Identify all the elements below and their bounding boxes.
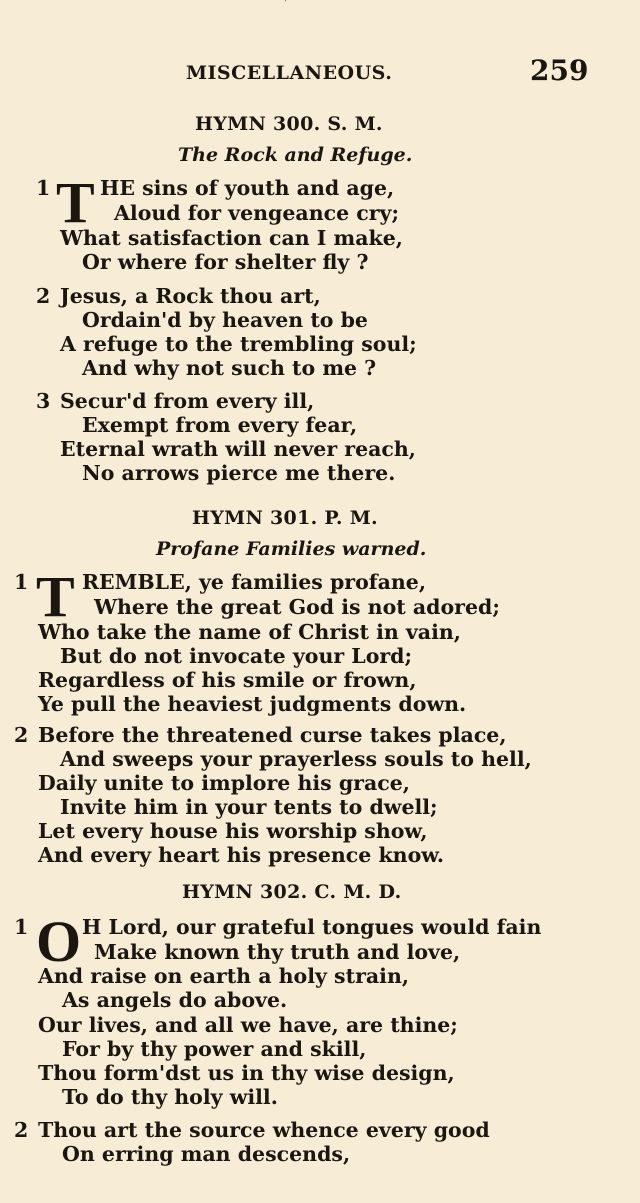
hymn-title: HYMN 300. S. M. bbox=[195, 113, 383, 135]
verse-line: And raise on earth a holy strain, bbox=[38, 964, 409, 988]
verse-line: And why not such to me ? bbox=[82, 356, 377, 380]
verse-number: 3 bbox=[36, 389, 51, 413]
verse-line: Thou art the source whence every good bbox=[38, 1118, 490, 1142]
verse-line: Or where for shelter fly ? bbox=[82, 250, 369, 274]
verse-number: 1 bbox=[36, 176, 51, 200]
top-mark: ' bbox=[284, 0, 287, 9]
verse-line: Invite him in your tents to dwell; bbox=[60, 795, 438, 819]
hymn-title: HYMN 301. P. M. bbox=[192, 507, 378, 529]
verse-number: 2 bbox=[14, 1118, 29, 1142]
verse-number: 2 bbox=[36, 284, 51, 308]
hymn-subtitle: The Rock and Refuge. bbox=[178, 144, 413, 166]
verse-line: Eternal wrath will never reach, bbox=[60, 437, 416, 461]
verse-line: Ordain'd by heaven to be bbox=[82, 308, 368, 332]
verse-line: And sweeps your prayerless souls to hell, bbox=[60, 747, 532, 771]
verse-line: And every heart his presence know. bbox=[38, 843, 444, 867]
verse-line: What satisfaction can I make, bbox=[60, 226, 403, 250]
verse-line: Jesus, a Rock thou art, bbox=[60, 284, 321, 308]
running-header: MISCELLANEOUS. bbox=[186, 62, 393, 84]
verse-line: No arrows pierce me there. bbox=[82, 461, 396, 485]
verse-line: Where the great God is not adored; bbox=[94, 595, 500, 619]
verse-line: Thou form'dst us in thy wise design, bbox=[38, 1061, 455, 1085]
verse-line: Daily unite to implore his grace, bbox=[38, 771, 410, 795]
verse-line: Ye pull the heaviest judgments down. bbox=[38, 692, 467, 716]
verse-line: REMBLE, ye families profane, bbox=[82, 570, 426, 594]
verse-number: 1 bbox=[14, 570, 29, 594]
verse-line: H Lord, our grateful tongues would fain bbox=[82, 915, 542, 939]
drop-cap: T bbox=[36, 564, 75, 629]
verse-line: HE sins of youth and age, bbox=[100, 176, 395, 200]
drop-cap: T bbox=[56, 170, 95, 235]
drop-cap: O bbox=[36, 909, 82, 974]
verse-number: 2 bbox=[14, 723, 29, 747]
verse-line: Aloud for vengeance cry; bbox=[114, 201, 400, 225]
verse-line: Make known thy truth and love, bbox=[94, 940, 461, 964]
verse-line: To do thy holy will. bbox=[62, 1085, 278, 1109]
verse-line: Let every house his worship show, bbox=[38, 819, 428, 843]
verse-line: Regardless of his smile or frown, bbox=[38, 668, 417, 692]
verse-line: On erring man descends, bbox=[62, 1142, 351, 1166]
verse-line: Who take the name of Christ in vain, bbox=[38, 620, 461, 644]
page-number: 259 bbox=[530, 54, 589, 87]
verse-line: Our lives, and all we have, are thine; bbox=[38, 1013, 458, 1037]
hymn-subtitle: Profane Families warned. bbox=[156, 538, 427, 560]
verse-number: 1 bbox=[14, 915, 29, 939]
verse-line: But do not invocate your Lord; bbox=[60, 644, 413, 668]
verse-line: Before the threatened curse takes place, bbox=[38, 723, 507, 747]
verse-line: As angels do above. bbox=[62, 988, 288, 1012]
verse-line: Secur'd from every ill, bbox=[60, 389, 315, 413]
verse-line: For by thy power and skill, bbox=[62, 1037, 367, 1061]
verse-line: A refuge to the trembling soul; bbox=[60, 332, 417, 356]
hymn-title: HYMN 302. C. M. D. bbox=[182, 881, 402, 903]
verse-line: Exempt from every fear, bbox=[82, 413, 358, 437]
